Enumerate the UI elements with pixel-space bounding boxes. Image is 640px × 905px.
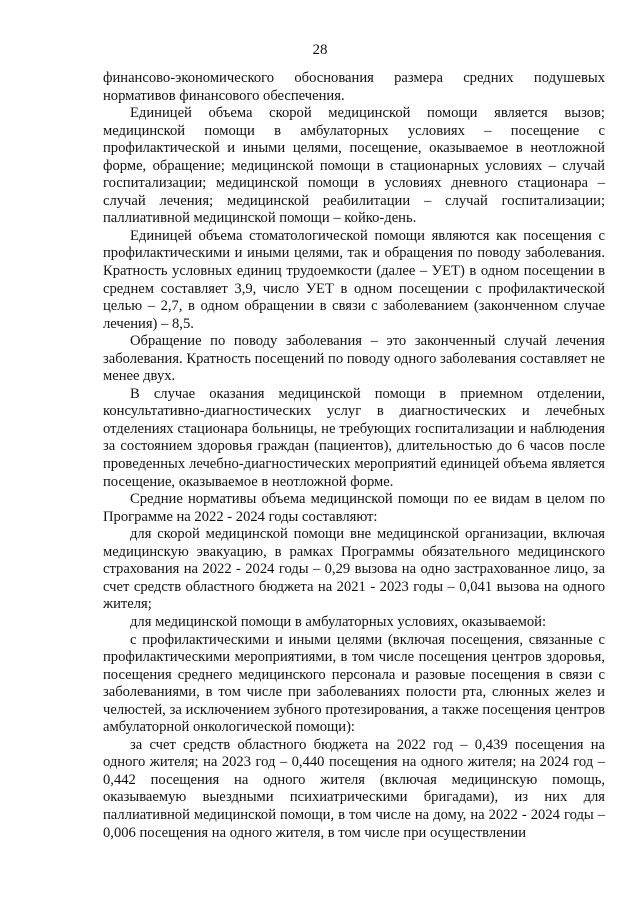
page-number: 28 <box>312 42 328 58</box>
paragraph: Средние нормативы объема медицинской помощи по ее видам в целом по Программе на 2022 - 2024 годы составляют: <box>103 491 605 525</box>
paragraph: для скорой медицинской помощи вне медицинской организации, включая медицинскую эвакуацию, в рамках Программы обязательного медицинского страхования на 2022 - 2024 годы – 0,29 вызова на одно застрахованное лицо, за счет средств областного бюджета на 2021 - 2023 годы – 0,041 вызова на одного жителя; <box>103 526 605 613</box>
paragraph: для медицинской помощи в амбулаторных условиях, оказываемой: <box>130 613 547 630</box>
paragraph: за счет средств областного бюджета на 2022 год – 0,439 посещения на одного жителя; на 2023 год – 0,440 посещения на одного жителя; на 2024 год – 0,442 посещения на одного жителя (включая медицинскую помощь, оказываемую выездными психиатрическими бригадами), из них для паллиативной медицинской помощи, в том числе на дому, на 2022 - 2024 годы – 0,006 посещения на одного жителя, в том числе при осуществлении <box>103 736 605 841</box>
paragraph: Единицей объема скорой медицинской помощи является вызов; медицинской помощи в амбулаторных условиях – посещение с профилактической и иными целями, посещение, оказываемое в неотложной форме, обращение; медицинской помощи в стационарных условиях – случай госпитализации; медицинской помощи в условиях дневного стационара – случай лечения; медицинской реабилитации – случай госпитализации; паллиативной медицинской помощи – койко-день. <box>103 105 605 227</box>
paragraph: Единицей объема стоматологической помощи являются как посещения с профилактическими и иными целями, так и обращения по поводу заболевания. Кратность условных единиц трудоемкости (далее – УЕТ) в одном посещении в среднем составляет 3,9, число УЕТ в одном посещении с профилактической целью – 2,7, в одном обращении в связи с заболеванием (законченном случае лечения) – 8,5. <box>103 227 605 332</box>
paragraph: финансово-экономического обоснования размера средних подушевых нормативов финансового обеспечения. <box>103 70 605 104</box>
document-body <box>103 70 605 842</box>
paragraph: В случае оказания медицинской помощи в приемном отделении, консультативно-диагностических услуг в диагностических и лечебных отделениях стационара больницы, не требующих госпитализации и наблюдения за состоянием здоровья граждан (пациентов), длительностью до 6 часов после проведенных лечебно-диагностических мероприятий единицей объема является посещение, оказываемое в неотложной форме. <box>103 385 605 490</box>
paragraph: Обращение по поводу заболевания – это законченный случай лечения заболевания. Кратность посещений по поводу одного заболевания составляет не менее двух. <box>103 333 605 385</box>
paragraph: с профилактическими и иными целями (включая посещения, связанные с профилактическими мероприятиями, в том числе посещения центров здоровья, посещения среднего медицинского персонала и разовые посещения в связи с заболеваниями, в том числе при заболеваниях полости рта, слюнных желез и челюстей, за исключением зубного протезирования, а также посещения центров амбулаторной онкологической помощи): <box>103 631 605 736</box>
